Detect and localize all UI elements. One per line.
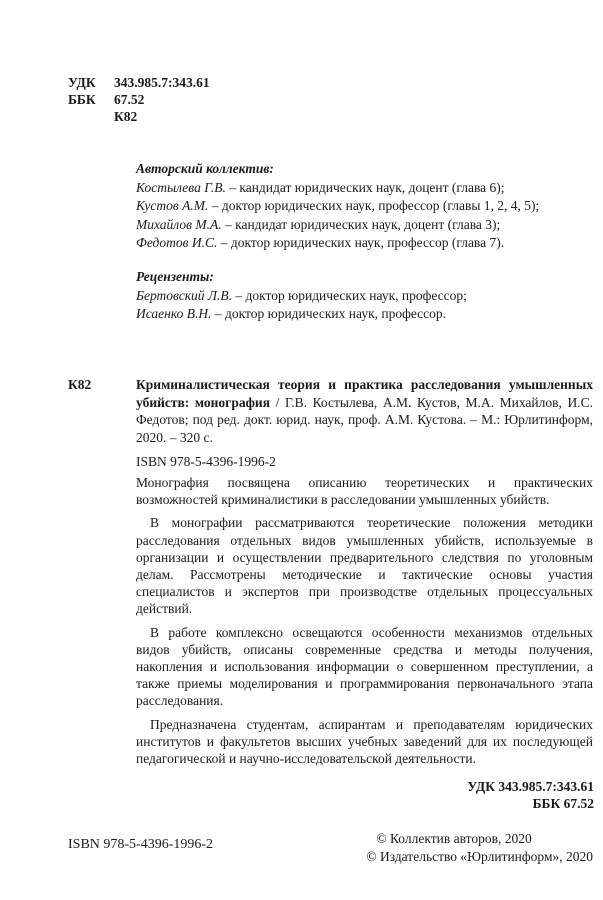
author-desc: – кандидат юридических наук, доцент (глава 6); (225, 179, 505, 195)
isbn-bottom: ISBN 978-5-4396-1996-2 (68, 837, 214, 852)
author-desc: – доктор юридических наук, профессор (главы 1, 2, 4, 5); (208, 198, 540, 213)
udk-key: УДК (68, 75, 96, 90)
bottom-udk: УДК 343.985.7:343.61 (467, 779, 594, 794)
copyright-block (366, 830, 593, 865)
author-name: Костылева Г.В. (136, 179, 226, 195)
abstract-paragraph: В монографии рассматриваются теоретические положения методики расследования отдельных видов умышленных убийств, используемые в организации и осуществлении предварительного следствия по уголовным делам. Рассмотрены методические и тактические основы участия специалистов и экспертов при производстве отдельных процессуальных действий. (136, 515, 593, 617)
author-name: Федотов И.С. (136, 235, 218, 250)
copyright-publisher: © Издательство «Юрлитинформ», 2020 (366, 848, 593, 864)
bbk-key: ББК (68, 92, 96, 107)
author-name: Михайлов М.А. (136, 216, 222, 232)
reviewers-section (136, 268, 467, 324)
author-entry (136, 179, 539, 198)
abstract (136, 474, 593, 773)
bbk-row (68, 91, 210, 108)
udk-row (68, 74, 210, 91)
reviewer-entry (136, 287, 467, 306)
bbk-value: 67.52 (114, 92, 145, 107)
bottom-classification (467, 778, 594, 812)
author-name: Кустов А.М. (136, 198, 209, 213)
abstract-paragraph: В работе комплексно освещаются особенности механизмов отдельных видов убийств, описаны современные средства и методы получения, накопления и использования информации о совершенном преступлении, а также приемы моделирования и программирования первоначального этапа расследования. (136, 624, 593, 709)
reviewer-entry (136, 305, 467, 324)
isbn-top: ISBN 978-5-4396-1996-2 (136, 454, 276, 469)
authors-title: Авторский коллектив: (136, 161, 274, 176)
author-entry (136, 234, 539, 253)
biblio-details: / Г.В. Костылева, А.М. Кустов, М.А. Михайлов, И.С. Федотов; под ред. докт. юрид. наук, проф. А.М. Кустова. – М.: Юрлитинформ, 2020. – 320 с. (136, 394, 593, 445)
biblio-code: К82 (68, 377, 92, 392)
author-desc: – кандидат юридических наук, доцент (глава 3); (221, 216, 501, 232)
book-title: Криминалистическая теория и практика расследования умышленных убийств: монография (136, 377, 593, 410)
author-entry (136, 216, 539, 235)
author-desc: – доктор юридических наук, профессор (глава 7). (217, 235, 505, 250)
udk-value: 343.985.7:343.61 (114, 75, 210, 90)
author-mark: К82 (114, 109, 138, 124)
reviewer-desc: – доктор юридических наук, профессор. (211, 306, 447, 321)
reviewer-name: Исаенко В.Н. (136, 306, 212, 321)
reviewers-title: Рецензенты: (136, 269, 214, 284)
bottom-bbk: ББК 67.52 (532, 796, 594, 811)
biblio-text (136, 376, 593, 446)
abstract-paragraph: Монография посвящена описанию теоретических и практических возможностей криминалистики в расследовании умышленных убийств. (136, 475, 593, 508)
bibliographic-entry (68, 376, 593, 446)
authors-section (136, 160, 539, 253)
reviewer-name: Бертовский Л.В. (136, 287, 233, 303)
abstract-paragraph: Предназначена студентам, аспирантам и преподавателям юридических институтов и факультетов высших учебных заведений для их последующей педагогической и научно-исследовательской деятельности. (136, 716, 593, 767)
author-entry (136, 197, 539, 216)
copyright-authors: © Коллектив авторов, 2020 (376, 831, 532, 846)
reviewer-desc: – доктор юридических наук, профессор; (232, 287, 467, 303)
classification-block (68, 74, 210, 125)
